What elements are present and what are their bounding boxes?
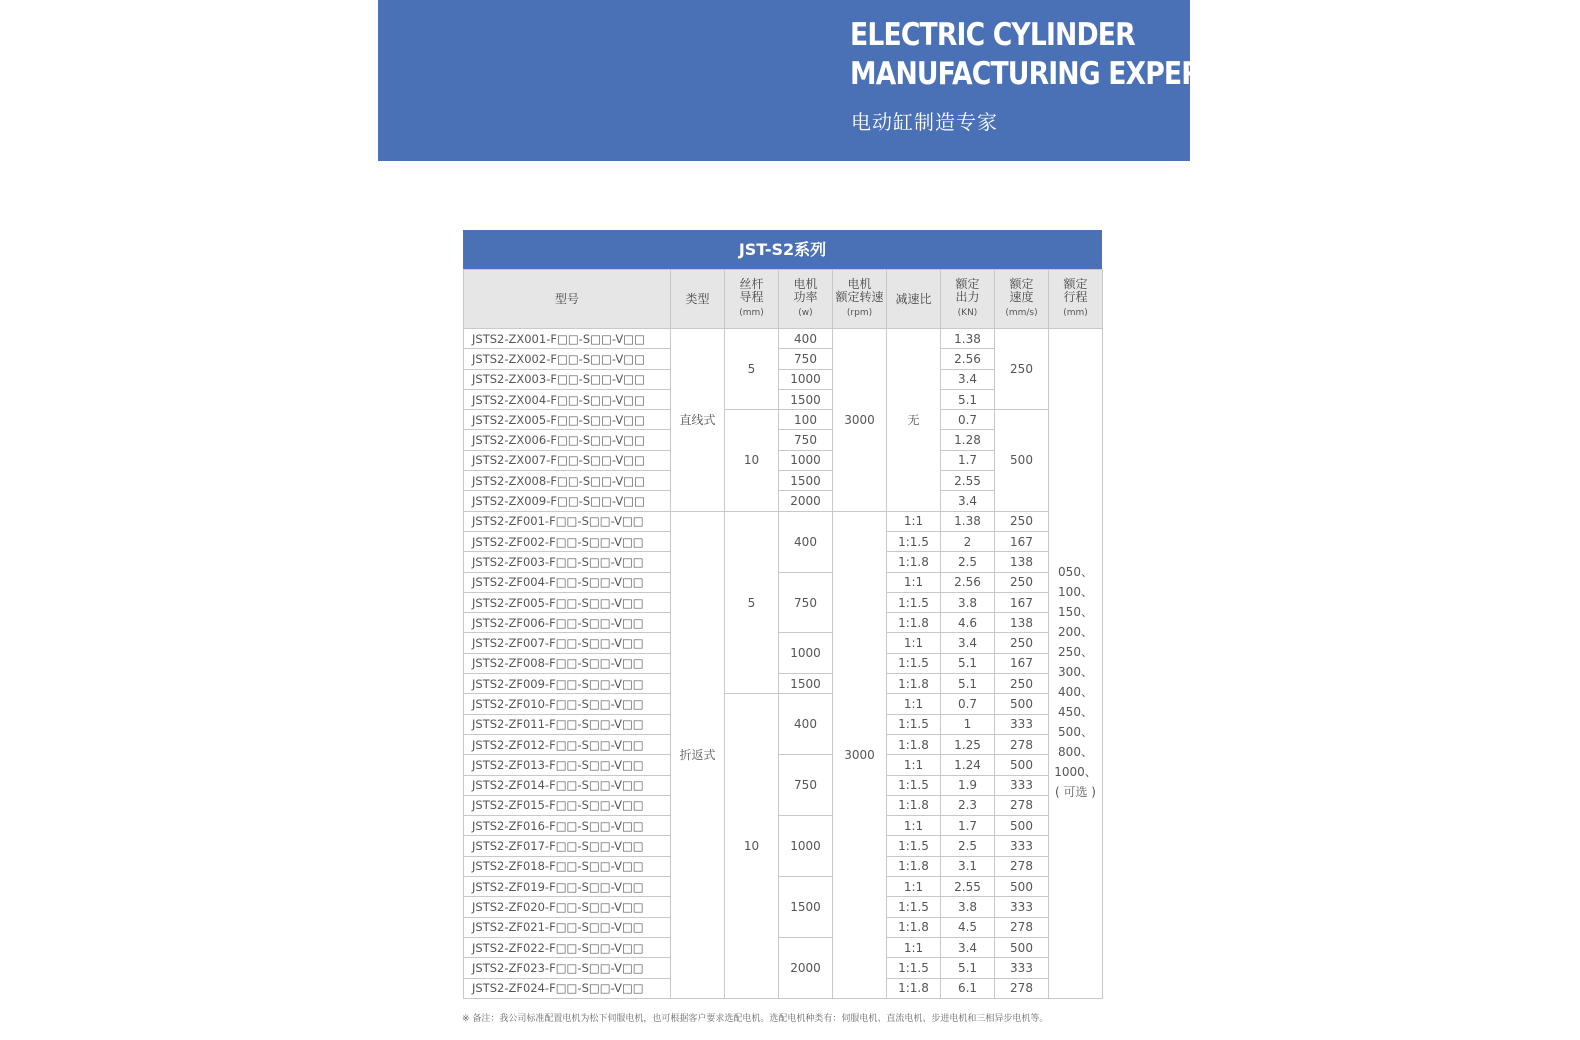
cell-force: 2.5 bbox=[941, 836, 995, 856]
header-rated-speed: 电机 额定转速 (rpm) bbox=[833, 270, 887, 329]
cell-force: 3.8 bbox=[941, 592, 995, 612]
cell-power: 2000 bbox=[779, 491, 833, 511]
cell-power: 100 bbox=[779, 410, 833, 430]
cell-model: JSTS2-ZF005-F□□-S□□-V□□ bbox=[464, 592, 671, 612]
cell-power: 750 bbox=[779, 430, 833, 450]
cell-ratio: 无 bbox=[887, 329, 941, 512]
cell-model: JSTS2-ZF022-F□□-S□□-V□□ bbox=[464, 937, 671, 957]
cell-power: 1000 bbox=[779, 816, 833, 877]
cell-model: JSTS2-ZF023-F□□-S□□-V□□ bbox=[464, 958, 671, 978]
cell-ratio: 1:1.5 bbox=[887, 836, 941, 856]
cell-force: 0.7 bbox=[941, 410, 995, 430]
cell-velocity: 333 bbox=[995, 836, 1049, 856]
cell-force: 1.28 bbox=[941, 430, 995, 450]
cell-force: 2.56 bbox=[941, 572, 995, 592]
cell-velocity: 250 bbox=[995, 674, 1049, 694]
cell-model: JSTS2-ZF008-F□□-S□□-V□□ bbox=[464, 653, 671, 673]
stroke-option: 1000、 bbox=[1054, 765, 1097, 780]
cell-model: JSTS2-ZF014-F□□-S□□-V□□ bbox=[464, 775, 671, 795]
cell-model: JSTS2-ZF001-F□□-S□□-V□□ bbox=[464, 511, 671, 531]
footnote: ※ 备注：我公司标准配置电机为松下伺服电机，也可根据客户要求选配电机。选配电机种类有：伺服电机、直流电机、步进电机和三相异步电机等。 bbox=[462, 1014, 1049, 1024]
spec-table bbox=[463, 269, 1103, 999]
table-header-row bbox=[464, 270, 1103, 329]
cell-ratio: 1:1.5 bbox=[887, 897, 941, 917]
stroke-option: 100、 bbox=[1058, 585, 1093, 600]
cell-model: JSTS2-ZX007-F□□-S□□-V□□ bbox=[464, 450, 671, 470]
cell-velocity: 250 bbox=[995, 572, 1049, 592]
cell-power: 1500 bbox=[779, 674, 833, 694]
cell-model: JSTS2-ZF002-F□□-S□□-V□□ bbox=[464, 531, 671, 551]
stroke-option: 450、 bbox=[1058, 705, 1093, 720]
header-stroke: 额定 行程 (mm) bbox=[1049, 270, 1103, 329]
cell-power: 1500 bbox=[779, 471, 833, 491]
cell-velocity: 333 bbox=[995, 958, 1049, 978]
cell-model: JSTS2-ZF003-F□□-S□□-V□□ bbox=[464, 552, 671, 572]
cell-force: 2.3 bbox=[941, 795, 995, 815]
cell-model: JSTS2-ZF013-F□□-S□□-V□□ bbox=[464, 755, 671, 775]
cell-force: 2.55 bbox=[941, 877, 995, 897]
cell-model: JSTS2-ZF024-F□□-S□□-V□□ bbox=[464, 978, 671, 998]
cell-force: 4.5 bbox=[941, 917, 995, 937]
table-row bbox=[464, 410, 1103, 430]
stroke-option: 150、 bbox=[1058, 605, 1093, 620]
cell-ratio: 1:1.8 bbox=[887, 917, 941, 937]
cell-motor-speed: 3000 bbox=[833, 511, 887, 998]
cell-model: JSTS2-ZF006-F□□-S□□-V□□ bbox=[464, 613, 671, 633]
cell-power: 750 bbox=[779, 755, 833, 816]
table-row bbox=[464, 937, 1103, 957]
cell-force: 1.9 bbox=[941, 775, 995, 795]
cell-force: 3.4 bbox=[941, 937, 995, 957]
cell-power: 400 bbox=[779, 511, 833, 572]
cell-velocity: 278 bbox=[995, 795, 1049, 815]
cell-model: JSTS2-ZX009-F□□-S□□-V□□ bbox=[464, 491, 671, 511]
stroke-option: 400、 bbox=[1058, 685, 1093, 700]
cell-model: JSTS2-ZF007-F□□-S□□-V□□ bbox=[464, 633, 671, 653]
cell-force: 5.1 bbox=[941, 389, 995, 409]
cell-velocity: 500 bbox=[995, 694, 1049, 714]
cell-lead: 5 bbox=[725, 329, 779, 410]
cell-lead: 5 bbox=[725, 511, 779, 694]
cell-ratio: 1:1 bbox=[887, 937, 941, 957]
table-row bbox=[464, 329, 1103, 349]
cell-ratio: 1:1.5 bbox=[887, 714, 941, 734]
cell-force: 6.1 bbox=[941, 978, 995, 998]
banner-subtitle: 电动缸制造专家 bbox=[851, 110, 998, 134]
cell-lead: 10 bbox=[725, 694, 779, 998]
cell-model: JSTS2-ZF019-F□□-S□□-V□□ bbox=[464, 877, 671, 897]
cell-model: JSTS2-ZX004-F□□-S□□-V□□ bbox=[464, 389, 671, 409]
cell-force: 2 bbox=[941, 531, 995, 551]
stroke-option: 250、 bbox=[1058, 645, 1093, 660]
table-row bbox=[464, 816, 1103, 836]
spec-table-container bbox=[463, 230, 1102, 999]
cell-velocity: 278 bbox=[995, 917, 1049, 937]
cell-velocity: 500 bbox=[995, 410, 1049, 511]
cell-power: 1000 bbox=[779, 633, 833, 674]
cell-power: 750 bbox=[779, 572, 833, 633]
cell-force: 2.5 bbox=[941, 552, 995, 572]
cell-ratio: 1:1 bbox=[887, 877, 941, 897]
cell-model: JSTS2-ZX005-F□□-S□□-V□□ bbox=[464, 410, 671, 430]
cell-velocity: 333 bbox=[995, 775, 1049, 795]
header-type: 类型 bbox=[671, 270, 725, 329]
cell-velocity: 500 bbox=[995, 877, 1049, 897]
cell-power: 1000 bbox=[779, 369, 833, 389]
cell-ratio: 1:1.5 bbox=[887, 531, 941, 551]
cell-ratio: 1:1.8 bbox=[887, 856, 941, 876]
table-row bbox=[464, 572, 1103, 592]
cell-velocity: 500 bbox=[995, 755, 1049, 775]
cell-power: 1500 bbox=[779, 389, 833, 409]
cell-model: JSTS2-ZF018-F□□-S□□-V□□ bbox=[464, 856, 671, 876]
cell-force: 1 bbox=[941, 714, 995, 734]
cell-velocity: 500 bbox=[995, 937, 1049, 957]
table-row bbox=[464, 674, 1103, 694]
table-row bbox=[464, 633, 1103, 653]
cell-model: JSTS2-ZX008-F□□-S□□-V□□ bbox=[464, 471, 671, 491]
header-banner bbox=[378, 0, 1236, 161]
cell-force: 2.55 bbox=[941, 471, 995, 491]
cell-ratio: 1:1.5 bbox=[887, 592, 941, 612]
cell-power: 400 bbox=[779, 694, 833, 755]
cell-force: 4.6 bbox=[941, 613, 995, 633]
cell-velocity: 250 bbox=[995, 633, 1049, 653]
cell-force: 5.1 bbox=[941, 674, 995, 694]
cell-model: JSTS2-ZX003-F□□-S□□-V□□ bbox=[464, 369, 671, 389]
cell-force: 3.4 bbox=[941, 369, 995, 389]
cell-power: 750 bbox=[779, 349, 833, 369]
cell-force: 1.25 bbox=[941, 734, 995, 754]
cell-force: 3.8 bbox=[941, 897, 995, 917]
cell-ratio: 1:1.5 bbox=[887, 775, 941, 795]
cell-force: 1.38 bbox=[941, 511, 995, 531]
cell-model: JSTS2-ZF016-F□□-S□□-V□□ bbox=[464, 816, 671, 836]
cell-model: JSTS2-ZX002-F□□-S□□-V□□ bbox=[464, 349, 671, 369]
cell-type: 折返式 bbox=[671, 511, 725, 998]
cell-ratio: 1:1 bbox=[887, 694, 941, 714]
table-row bbox=[464, 511, 1103, 531]
cell-velocity: 278 bbox=[995, 978, 1049, 998]
cell-model: JSTS2-ZX001-F□□-S□□-V□□ bbox=[464, 329, 671, 349]
cell-ratio: 1:1.8 bbox=[887, 978, 941, 998]
cell-model: JSTS2-ZF004-F□□-S□□-V□□ bbox=[464, 572, 671, 592]
stroke-option: 050、 bbox=[1058, 565, 1093, 580]
stroke-option: 300、 bbox=[1058, 665, 1093, 680]
cell-velocity: 250 bbox=[995, 329, 1049, 410]
banner-title-line2: MANUFACTURING EXPERTS bbox=[850, 56, 1236, 92]
cell-ratio: 1:1.8 bbox=[887, 613, 941, 633]
table-row bbox=[464, 694, 1103, 714]
cell-velocity: 500 bbox=[995, 816, 1049, 836]
cell-motor-speed: 3000 bbox=[833, 329, 887, 512]
cell-model: JSTS2-ZF020-F□□-S□□-V□□ bbox=[464, 897, 671, 917]
cell-power: 2000 bbox=[779, 937, 833, 998]
header-lead: 丝杆 导程 (mm) bbox=[725, 270, 779, 329]
cell-velocity: 333 bbox=[995, 897, 1049, 917]
table-row bbox=[464, 877, 1103, 897]
cell-velocity: 278 bbox=[995, 734, 1049, 754]
cell-type: 直线式 bbox=[671, 329, 725, 512]
cell-ratio: 1:1 bbox=[887, 511, 941, 531]
cell-model: JSTS2-ZX006-F□□-S□□-V□□ bbox=[464, 430, 671, 450]
cell-force: 1.24 bbox=[941, 755, 995, 775]
cell-force: 1.7 bbox=[941, 450, 995, 470]
header-model: 型号 bbox=[464, 270, 671, 329]
cell-power: 1000 bbox=[779, 450, 833, 470]
table-row bbox=[464, 755, 1103, 775]
table-body bbox=[464, 329, 1103, 999]
cell-ratio: 1:1.5 bbox=[887, 653, 941, 673]
table-title: JST-S2系列 bbox=[463, 230, 1102, 269]
stroke-option: 800、 bbox=[1058, 745, 1093, 760]
cell-ratio: 1:1.8 bbox=[887, 795, 941, 815]
cell-force: 3.1 bbox=[941, 856, 995, 876]
cell-force: 3.4 bbox=[941, 633, 995, 653]
cell-lead: 10 bbox=[725, 410, 779, 511]
header-ratio: 减速比 bbox=[887, 270, 941, 329]
header-force: 额定 出力 (KN) bbox=[941, 270, 995, 329]
stroke-option: ( 可选 ) bbox=[1055, 785, 1096, 800]
cell-force: 1.38 bbox=[941, 329, 995, 349]
cell-force: 1.7 bbox=[941, 816, 995, 836]
cell-ratio: 1:1 bbox=[887, 572, 941, 592]
cell-force: 2.56 bbox=[941, 349, 995, 369]
cell-model: JSTS2-ZF011-F□□-S□□-V□□ bbox=[464, 714, 671, 734]
cell-ratio: 1:1.8 bbox=[887, 734, 941, 754]
cell-model: JSTS2-ZF017-F□□-S□□-V□□ bbox=[464, 836, 671, 856]
banner-english-title bbox=[850, 16, 1235, 94]
cell-ratio: 1:1.8 bbox=[887, 674, 941, 694]
cell-velocity: 333 bbox=[995, 714, 1049, 734]
cell-ratio: 1:1.8 bbox=[887, 552, 941, 572]
stroke-option: 200、 bbox=[1058, 625, 1093, 640]
cell-velocity: 250 bbox=[995, 511, 1049, 531]
cell-force: 5.1 bbox=[941, 958, 995, 978]
cell-velocity: 167 bbox=[995, 592, 1049, 612]
cell-velocity: 138 bbox=[995, 613, 1049, 633]
cell-stroke-options bbox=[1049, 439, 1103, 926]
cell-force: 3.4 bbox=[941, 491, 995, 511]
cell-velocity: 167 bbox=[995, 653, 1049, 673]
cell-velocity: 138 bbox=[995, 552, 1049, 572]
cell-model: JSTS2-ZF021-F□□-S□□-V□□ bbox=[464, 917, 671, 937]
cell-model: JSTS2-ZF010-F□□-S□□-V□□ bbox=[464, 694, 671, 714]
cell-power: 400 bbox=[779, 329, 833, 349]
cell-model: JSTS2-ZF009-F□□-S□□-V□□ bbox=[464, 674, 671, 694]
cell-force: 5.1 bbox=[941, 653, 995, 673]
stroke-option: 500、 bbox=[1058, 725, 1093, 740]
header-power: 电机 功率 (w) bbox=[779, 270, 833, 329]
cell-model: JSTS2-ZF012-F□□-S□□-V□□ bbox=[464, 734, 671, 754]
cell-ratio: 1:1 bbox=[887, 816, 941, 836]
cell-velocity: 278 bbox=[995, 856, 1049, 876]
cell-model: JSTS2-ZF015-F□□-S□□-V□□ bbox=[464, 795, 671, 815]
cell-force: 0.7 bbox=[941, 694, 995, 714]
banner-title-line1: ELECTRIC CYLINDER bbox=[850, 17, 1135, 53]
cell-ratio: 1:1 bbox=[887, 633, 941, 653]
header-velocity: 额定 速度 (mm/s) bbox=[995, 270, 1049, 329]
cell-power: 1500 bbox=[779, 877, 833, 938]
cell-velocity: 167 bbox=[995, 531, 1049, 551]
cell-ratio: 1:1 bbox=[887, 755, 941, 775]
cell-ratio: 1:1.5 bbox=[887, 958, 941, 978]
